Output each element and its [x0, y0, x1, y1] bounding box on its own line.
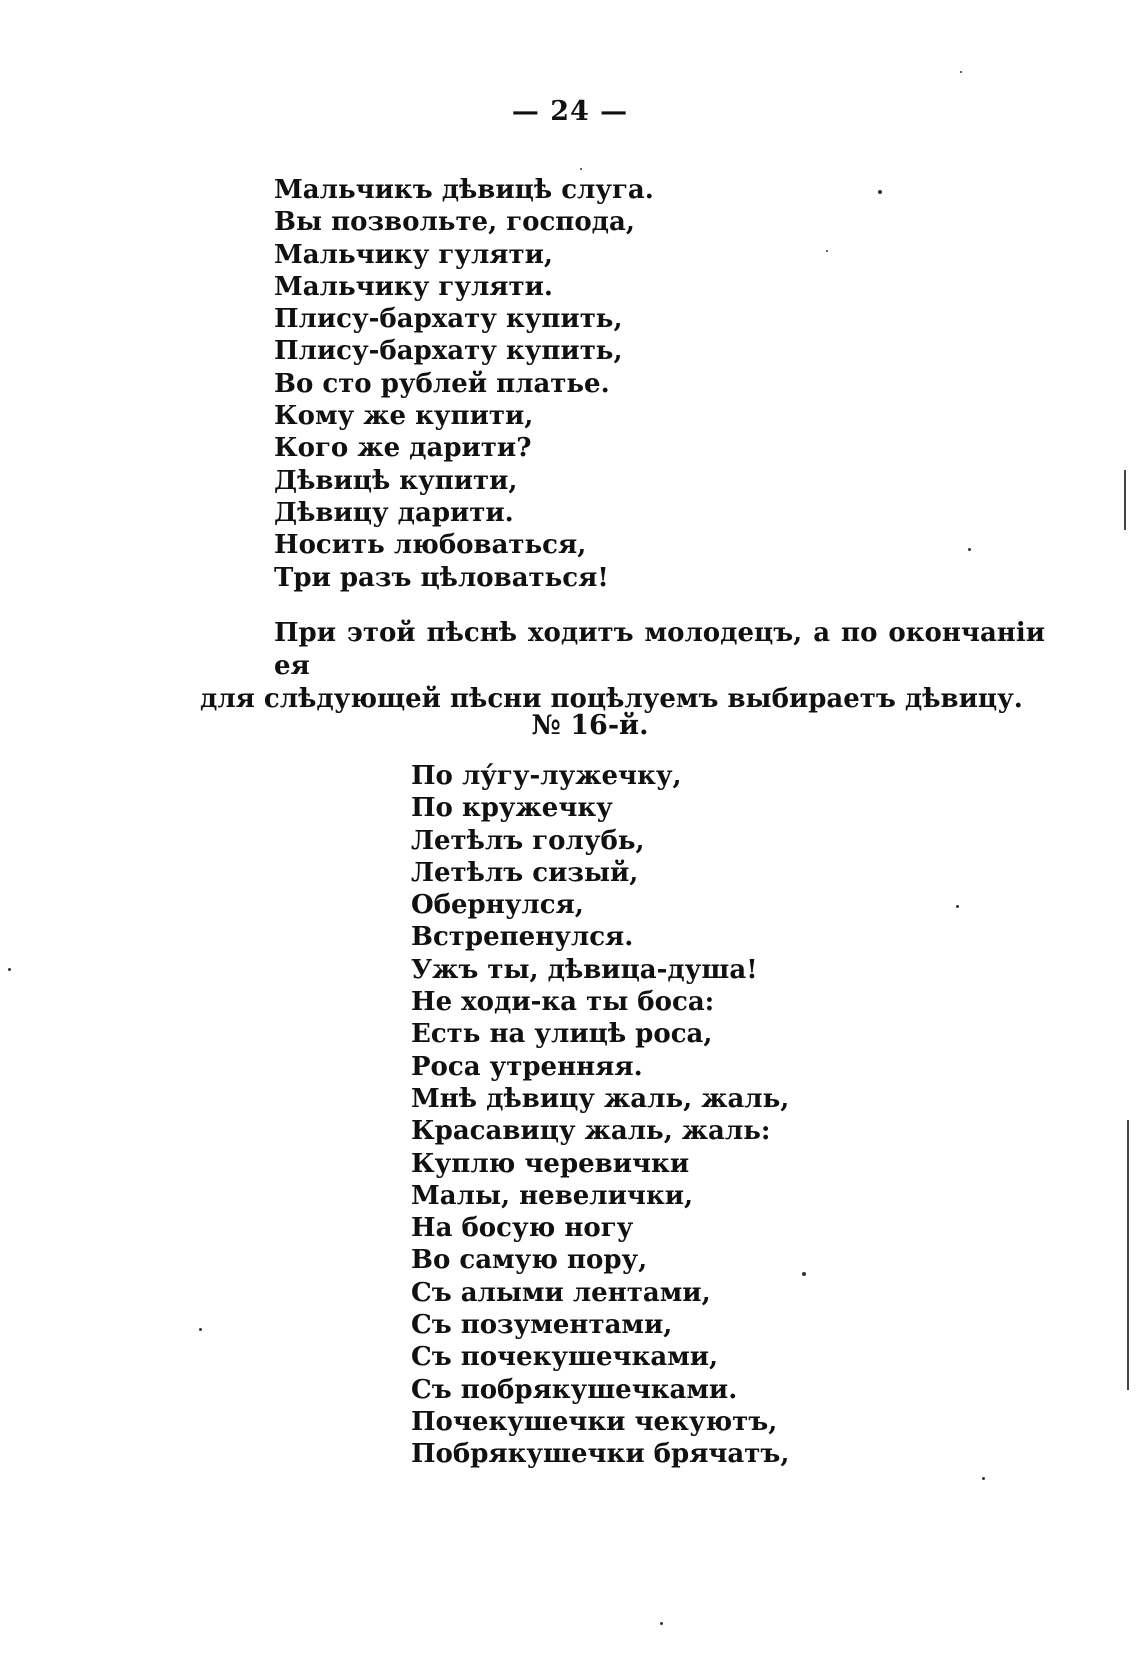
scan-speck	[199, 1328, 202, 1331]
verse-line: Три разъ цѣловаться!	[274, 562, 609, 593]
verse-line: Во сто рублей платье.	[274, 368, 610, 399]
verse-line: Встрепенулся.	[411, 922, 634, 953]
verse-line: Съ побрякушечками.	[411, 1374, 738, 1405]
verse-line: Обернулся,	[411, 890, 584, 921]
verse-line: Мальчику гуляти.	[274, 271, 553, 302]
verse-line: Не ходи-ка ты боса:	[411, 987, 715, 1018]
scan-edge-shadow	[1127, 1120, 1129, 1390]
stage-instruction	[200, 617, 1045, 716]
verse-line: Мальчикъ дѣвицѣ слуга.	[274, 175, 654, 205]
verse-line: Мнѣ дѣвицу жаль, жаль,	[411, 1083, 790, 1114]
scan-speck	[580, 168, 582, 170]
verse-line: Мальчику гуляти,	[274, 239, 553, 270]
verse-line: Побрякушечки брячатъ,	[411, 1439, 790, 1470]
verse-block-1	[274, 174, 654, 594]
verse-line: По кружечку	[411, 793, 613, 824]
scan-speck	[956, 905, 959, 908]
verse-line: Кому же купити,	[274, 401, 534, 432]
verse-line: Малы, невелички,	[411, 1180, 694, 1211]
verse-line: Почекушечки чекуютъ,	[411, 1406, 778, 1437]
verse-block-2	[411, 760, 789, 1471]
instruction-line-1: При этой пѣснѣ ходитъ молодецъ, а по окончанiи ея	[274, 618, 1045, 681]
scan-speck	[982, 1477, 985, 1480]
verse-line: Летѣлъ сизый,	[411, 857, 639, 888]
scan-speck	[960, 71, 962, 73]
scan-speck	[8, 968, 11, 971]
song-heading: № 16-й.	[531, 710, 649, 741]
verse-line: Съ почекушечками,	[411, 1342, 719, 1373]
verse-line: Плису-бархату купить,	[274, 304, 623, 335]
verse-line: Ужъ ты, дѣвица-душа!	[411, 954, 758, 985]
verse-line: Роса утренняя.	[411, 1051, 643, 1082]
instruction-line-2: для слѣдующей пѣсни поцѣлуемъ выбираетъ дѣвицу.	[200, 684, 1023, 714]
verse-line: По лу́гу-лужечку,	[411, 761, 682, 791]
scan-speck	[660, 1622, 663, 1625]
verse-line: Красавицу жаль, жаль:	[411, 1116, 771, 1147]
verse-line: Плису-бархату купить,	[274, 336, 623, 367]
verse-line: Куплю черевички	[411, 1148, 690, 1179]
scan-speck	[802, 1272, 806, 1276]
verse-line: Кого же дарити?	[274, 433, 532, 464]
verse-line: Съ позументами,	[411, 1310, 673, 1341]
scan-speck	[826, 250, 828, 252]
verse-line: Есть на улицѣ роса,	[411, 1019, 713, 1050]
verse-line: На босую ногу	[411, 1213, 634, 1244]
verse-line: Летѣлъ голубь,	[411, 825, 645, 856]
scan-speck	[878, 190, 882, 194]
verse-line: Дѣвицу дарити.	[274, 497, 514, 528]
scan-speck	[968, 548, 971, 551]
scan-edge-shadow	[1124, 470, 1126, 530]
page-number: — 24 —	[511, 96, 629, 127]
verse-line: Носить любоваться,	[274, 530, 587, 561]
verse-line: Дѣвицѣ купити,	[274, 465, 518, 496]
verse-line: Съ алыми лентами,	[411, 1277, 711, 1308]
verse-line: Во самую пору,	[411, 1245, 648, 1276]
verse-line: Вы позвольте, господа,	[274, 207, 635, 238]
